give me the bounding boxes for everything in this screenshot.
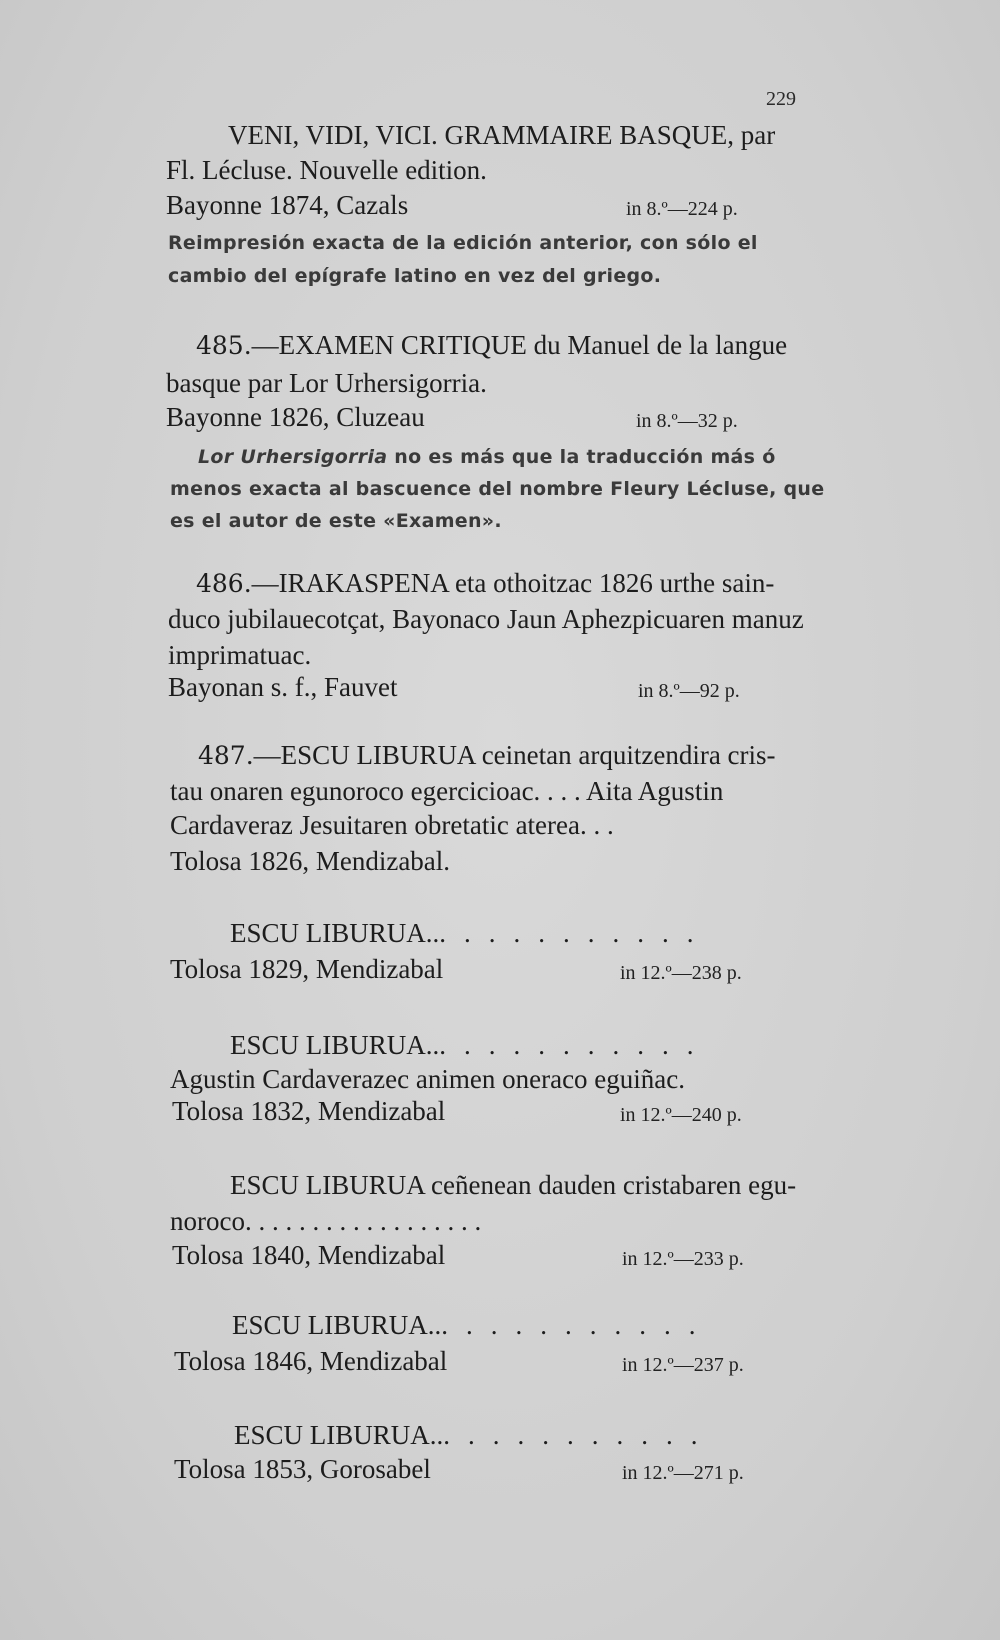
- entry-485-title-line2: basque par Lor Urhersigorria.: [166, 368, 487, 398]
- edition-1832-leader-dots: ...........: [439, 1030, 712, 1060]
- entry-486-format: in 8.º—92 p.: [638, 680, 740, 702]
- edition-1829-imprint: Tolosa 1829, Mendizabal: [170, 954, 444, 984]
- entry-485-title-line1: —EXAMEN CRITIQUE du Manuel de la langue: [251, 330, 788, 360]
- edition-1853-format: in 12.º—271 p.: [622, 1462, 744, 1484]
- entry-485-imprint: Bayonne 1826, Cluzeau: [166, 402, 425, 432]
- edition-1840-imprint: Tolosa 1840, Mendizabal: [172, 1240, 446, 1270]
- entry-485-note-line1: [198, 446, 776, 468]
- edition-1829-title-text: ESCU LIBURUA..: [230, 918, 440, 948]
- entry-484-format: in 8.º—224 p.: [626, 198, 738, 220]
- entry-486-title-line3: imprimatuac.: [168, 640, 312, 670]
- edition-1853-leader-dots: ...........: [443, 1420, 716, 1450]
- entry-487-number: 487.: [198, 741, 254, 770]
- entry-484-note-line1: Reimpresión exacta de la edición anterior, con sólo el: [168, 232, 758, 254]
- entry-486-title-line1: —IRAKASPENA eta othoitzac 1826 urthe sain-: [251, 568, 775, 598]
- entry-487-title-line2: tau onaren egunoroco egercicioac. . . . Aita Agustin: [170, 776, 724, 806]
- entry-486-number: 486.: [196, 569, 252, 598]
- edition-1840-format: in 12.º—233 p.: [622, 1248, 744, 1270]
- edition-1853-title: [234, 1420, 716, 1451]
- edition-1853-title-text: ESCU LIBURUA..: [234, 1420, 444, 1450]
- entry-484-imprint: Bayonne 1874, Cazals: [166, 190, 409, 220]
- entry-485-heading: [196, 330, 787, 361]
- entry-485-note-line1-rest: no es más que la traducción más ó: [387, 446, 776, 468]
- edition-1846-title: [232, 1310, 714, 1341]
- edition-1829-leader-dots: ...........: [439, 918, 712, 948]
- entry-485-note-line2: menos exacta al bascuence del nombre Fleury Lécluse, que: [170, 478, 825, 500]
- entry-486-imprint: Bayonan s. f., Fauvet: [168, 672, 398, 702]
- edition-1846-leader-dots: ...........: [441, 1310, 714, 1340]
- entry-484-note-line2: cambio del epígrafe latino en vez del griego.: [168, 265, 662, 287]
- edition-1853-imprint: Tolosa 1853, Gorosabel: [174, 1454, 431, 1484]
- edition-1840-title-line2: noroco. . . . . . . . . . . . . . . . . .: [170, 1206, 482, 1236]
- entry-485-number: 485.: [196, 331, 252, 360]
- entry-487-title-line3: Cardaveraz Jesuitaren obretatic aterea. . .: [170, 810, 614, 840]
- page-number: 229: [766, 88, 796, 110]
- entry-486-heading: [196, 568, 774, 599]
- edition-1846-imprint: Tolosa 1846, Mendizabal: [174, 1346, 448, 1376]
- edition-1829-format: in 12.º—238 p.: [620, 962, 742, 984]
- entry-484-title-line1: VENI, VIDI, VICI. GRAMMAIRE BASQUE, par: [228, 120, 776, 150]
- entry-487-heading: [198, 740, 776, 771]
- entry-485-format: in 8.º—32 p.: [636, 410, 738, 432]
- edition-1832-title: [230, 1030, 712, 1061]
- entry-487-title-line1: —ESCU LIBURUA ceinetan arquitzendira cris-: [253, 740, 776, 770]
- edition-1846-format: in 12.º—237 p.: [622, 1354, 744, 1376]
- edition-1840-title-line1: ESCU LIBURUA ceñenean dauden cristabaren egu-: [230, 1170, 797, 1200]
- edition-1832-imprint: Tolosa 1832, Mendizabal: [172, 1096, 446, 1126]
- edition-1846-title-text: ESCU LIBURUA..: [232, 1310, 442, 1340]
- entry-485-note-author: Lor Urhersigorria: [198, 446, 388, 468]
- entry-484-title-line2: Fl. Lécluse. Nouvelle edition.: [166, 155, 487, 185]
- edition-1829-title: [230, 918, 712, 949]
- edition-1832-title-text: ESCU LIBURUA..: [230, 1030, 440, 1060]
- edition-1832-format: in 12.º—240 p.: [620, 1104, 742, 1126]
- edition-1832-extra: Agustin Cardaverazec animen oneraco eguiñac.: [170, 1064, 686, 1094]
- entry-487-imprint: Tolosa 1826, Mendizabal.: [170, 846, 451, 876]
- entry-485-note-line3: es el autor de este «Examen».: [170, 510, 502, 532]
- entry-486-title-line2: duco jubilauecotçat, Bayonaco Jaun Aphezpicuaren manuz: [168, 604, 804, 634]
